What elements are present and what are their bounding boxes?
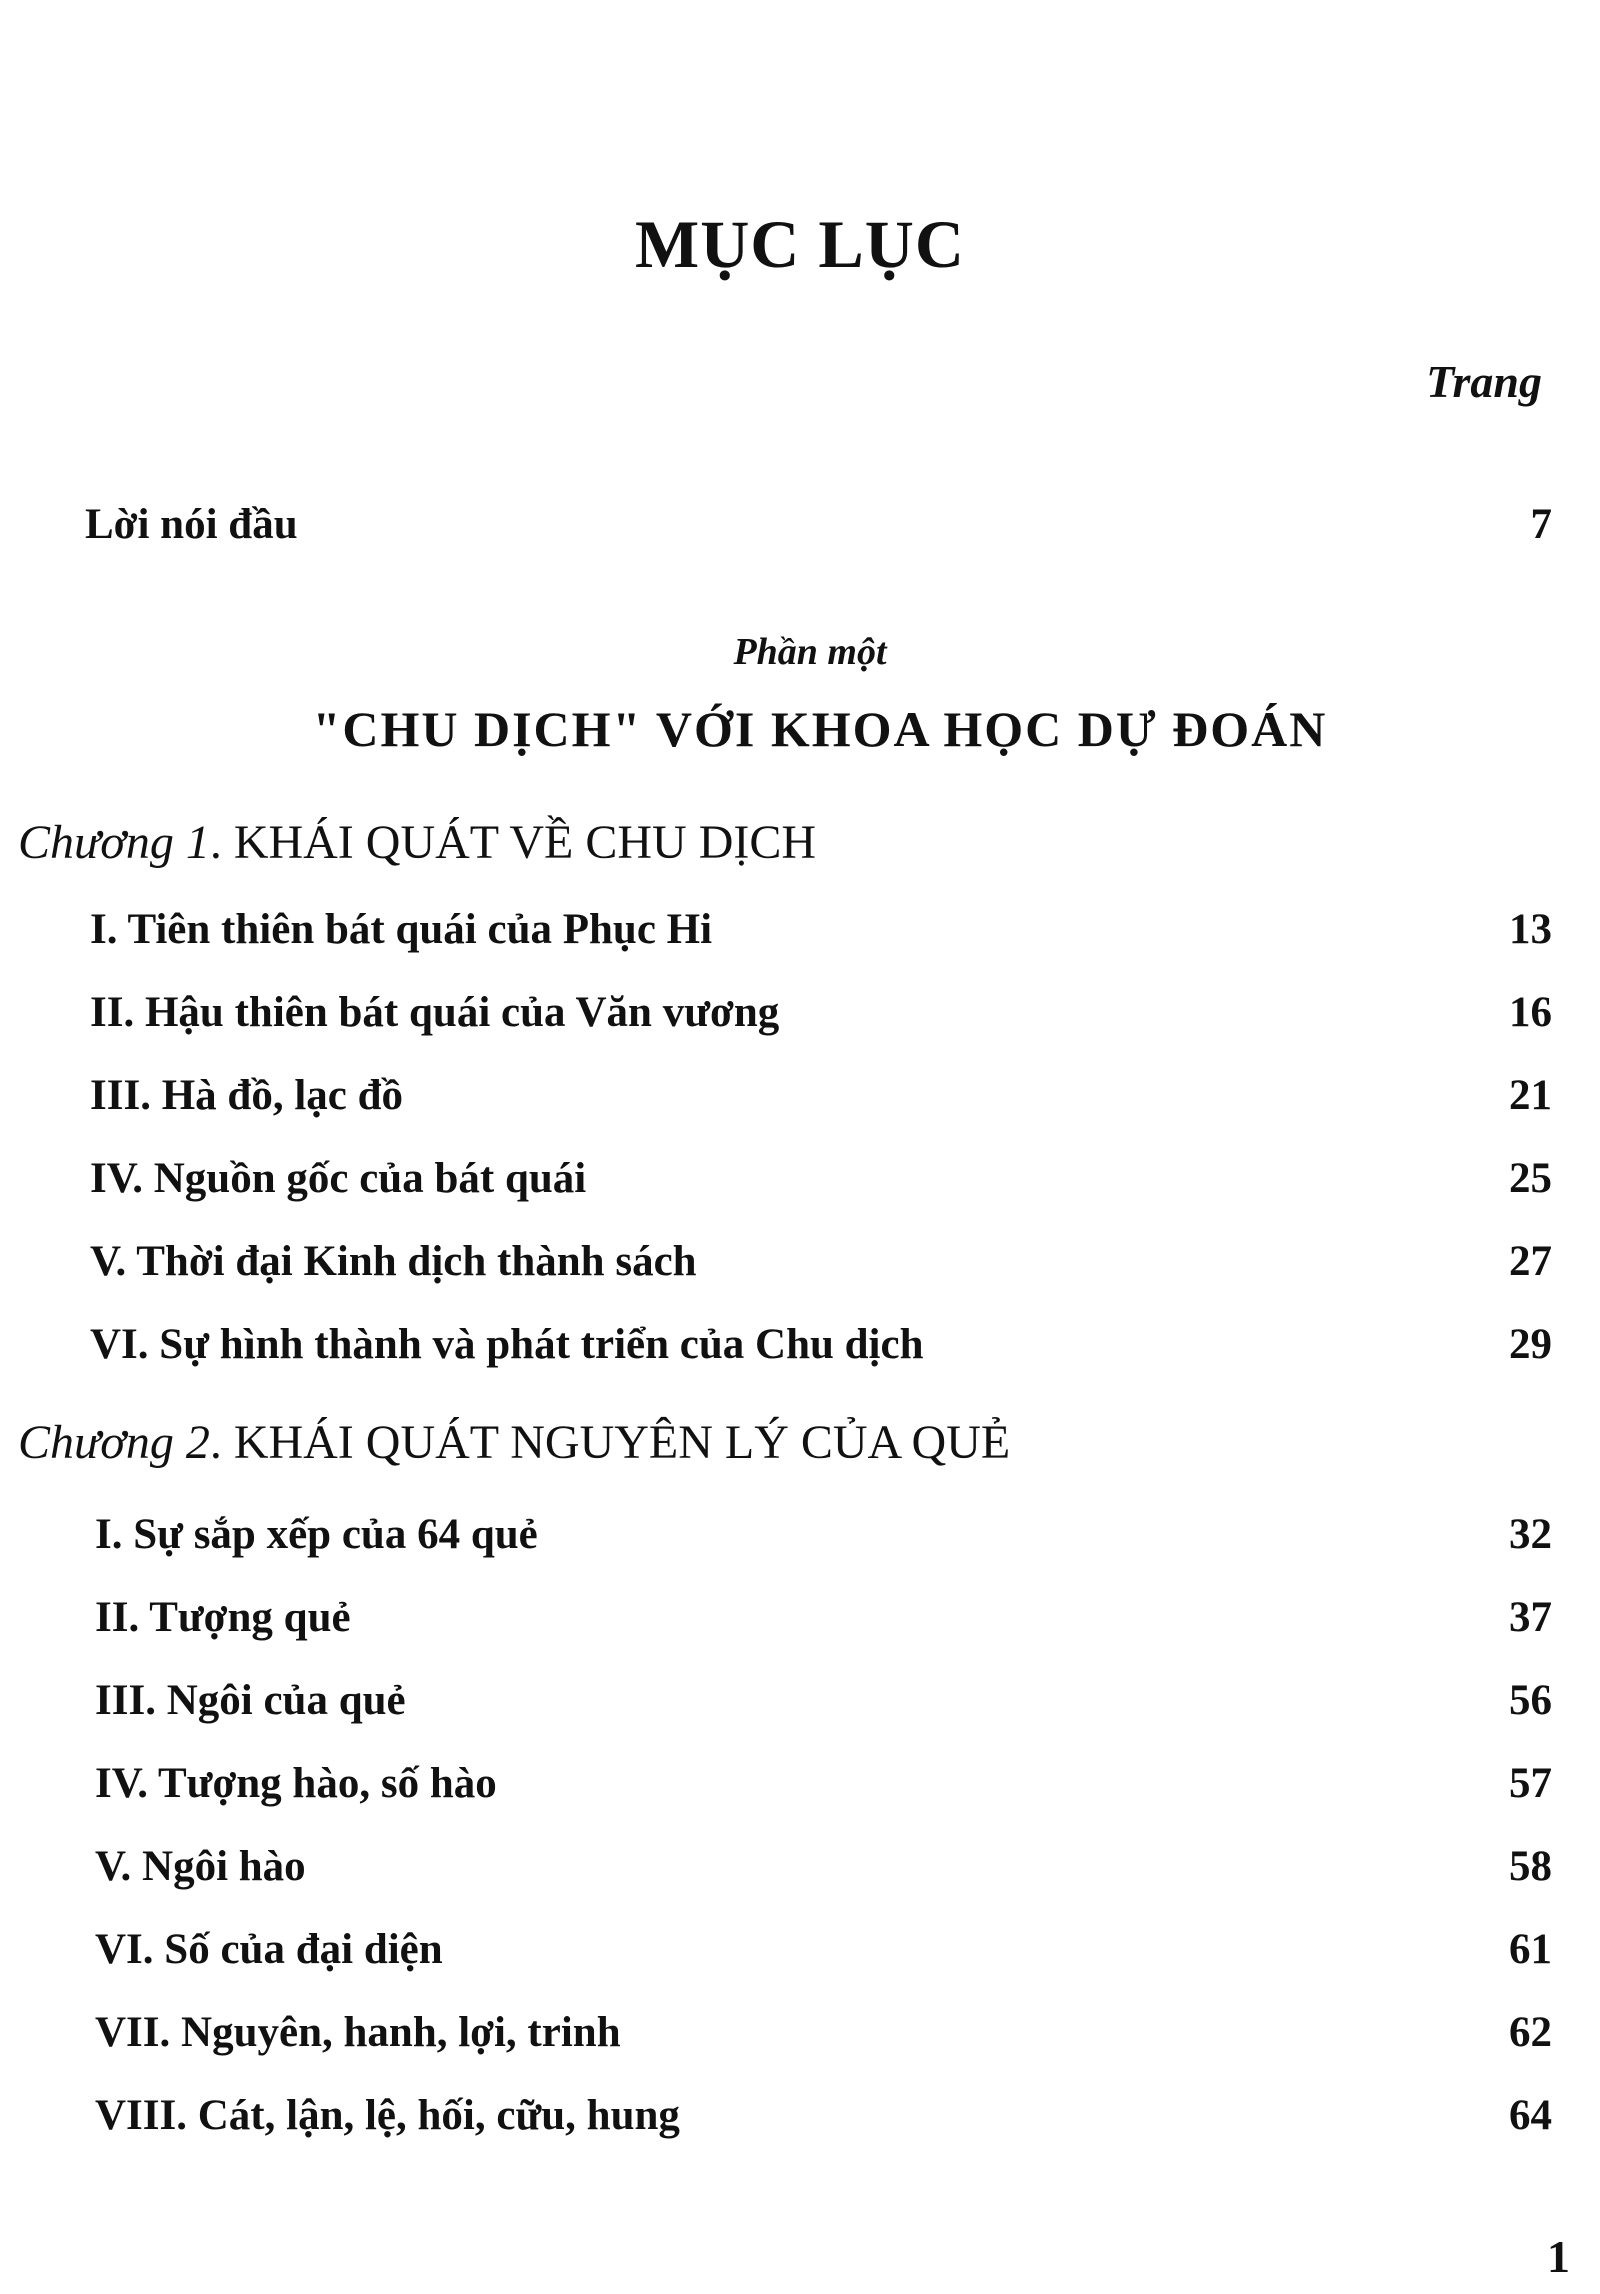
toc-entry xyxy=(0,900,1600,960)
toc-entry-label: VIII. Cát, lận, lệ, hối, cữu, hung xyxy=(95,2092,680,2139)
chapter-heading xyxy=(18,810,816,876)
toc-entry-page: 61 xyxy=(1509,1926,1552,1973)
toc-entry xyxy=(0,1066,1600,1126)
page-title: MỤC LỤC xyxy=(635,206,965,282)
toc-entry-page: 32 xyxy=(1509,1511,1552,1558)
chapter-prefix: Chương 1 xyxy=(18,816,210,869)
toc-entry-page: 7 xyxy=(1530,501,1552,548)
toc-entry xyxy=(0,1671,1600,1731)
toc-entry xyxy=(0,1920,1600,1980)
toc-entry-page: 16 xyxy=(1509,989,1552,1036)
chapter-prefix: Chương 2 xyxy=(18,1416,210,1469)
toc-entry-label: VI. Số của đại diện xyxy=(95,1926,443,1973)
toc-entry-page: 64 xyxy=(1509,2092,1552,2139)
toc-entry-label: II. Hậu thiên bát quái của Văn vương xyxy=(90,989,780,1036)
toc-entry-preface xyxy=(0,495,1600,555)
page-number: 1 xyxy=(1547,2231,1570,2282)
toc-entry-page: 56 xyxy=(1509,1677,1552,1724)
toc-entry-label: VII. Nguyên, hanh, lợi, trinh xyxy=(95,2009,621,2056)
toc-entry-page: 62 xyxy=(1509,2009,1552,2056)
toc-entry-label: V. Thời đại Kinh dịch thành sách xyxy=(90,1238,697,1285)
toc-entry-page: 21 xyxy=(1509,1072,1552,1119)
toc-entry xyxy=(0,2003,1600,2063)
toc-entry-page: 25 xyxy=(1509,1155,1552,1202)
toc-entry xyxy=(0,1837,1600,1897)
toc-entry-label: I. Sự sắp xếp của 64 quẻ xyxy=(95,1511,538,1558)
toc-entry-label: Lời nói đầu xyxy=(85,501,298,548)
toc-entry xyxy=(0,1149,1600,1209)
toc-entry-label: III. Ngôi của quẻ xyxy=(95,1677,406,1724)
toc-entry-label: IV. Tượng hào, số hào xyxy=(95,1760,497,1807)
part-title: "CHU DỊCH" VỚI KHOA HỌC DỰ ĐOÁN xyxy=(312,701,1328,757)
toc-entry-page: 58 xyxy=(1509,1843,1552,1890)
chapter-title: . KHÁI QUÁT VỀ CHU DỊCH xyxy=(209,816,817,869)
toc-entry xyxy=(0,1754,1600,1814)
chapter-title: . KHÁI QUÁT NGUYÊN LÝ CỦA QUẺ xyxy=(209,1416,1011,1469)
toc-entry xyxy=(0,1315,1600,1375)
toc-entry-label: V. Ngôi hào xyxy=(95,1843,306,1890)
toc-entry-label: IV. Nguồn gốc của bát quái xyxy=(90,1155,587,1202)
page-column-label: Trang xyxy=(1426,356,1542,407)
toc-entry xyxy=(0,1588,1600,1648)
toc-entry xyxy=(0,2086,1600,2146)
toc-entry xyxy=(0,1505,1600,1565)
toc-entry-label: II. Tượng quẻ xyxy=(95,1594,351,1641)
part-label: Phần một xyxy=(733,631,887,673)
toc-entry-page: 13 xyxy=(1509,906,1552,953)
chapter-heading xyxy=(18,1410,1010,1476)
toc-entry xyxy=(0,1232,1600,1292)
toc-entry-page: 27 xyxy=(1509,1238,1552,1285)
toc-entry-label: III. Hà đồ, lạc đồ xyxy=(90,1072,404,1119)
toc-entry-label: VI. Sự hình thành và phát triển của Chu dịch xyxy=(90,1321,924,1368)
toc-entry-page: 37 xyxy=(1509,1594,1552,1641)
toc-entry-page: 57 xyxy=(1509,1760,1552,1807)
toc-entry-page: 29 xyxy=(1509,1321,1552,1368)
toc-entry xyxy=(0,983,1600,1043)
toc-entry-label: I. Tiên thiên bát quái của Phục Hi xyxy=(90,906,713,953)
